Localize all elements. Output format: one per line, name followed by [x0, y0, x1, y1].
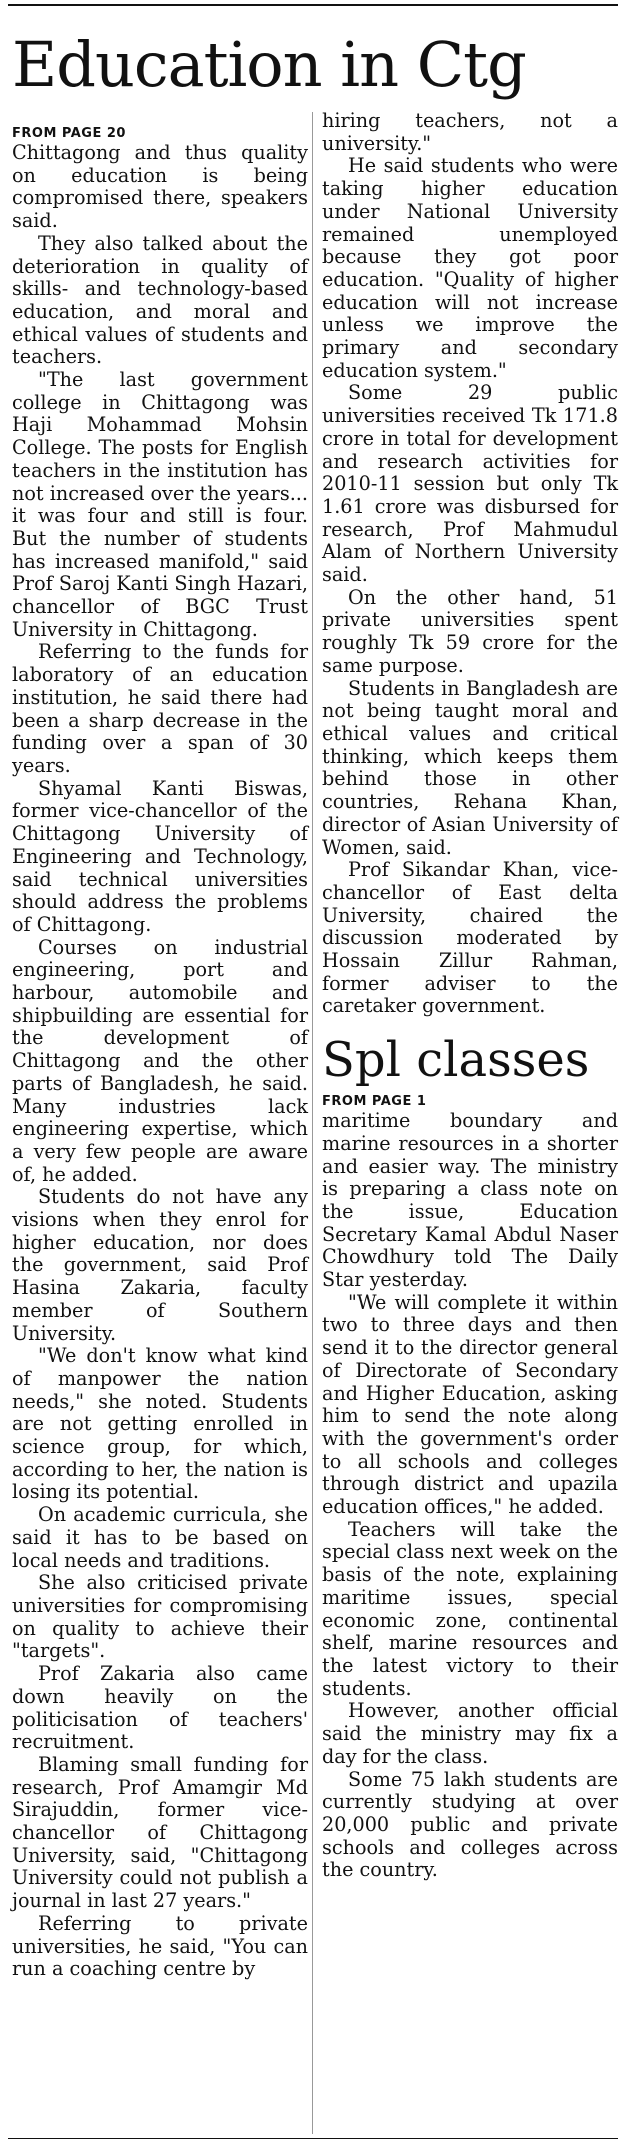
- jump-label: FROM PAGE 1: [322, 1094, 427, 1110]
- article-paragraph: Courses on industrial engineering, port and harbour, automobile and shipbuilding are essential for the development of Chittagong and the other parts of Bangladesh, he said. Many industries lack engineering expertise, which a very few people are aware of, he added.: [12, 935, 308, 1186]
- article-paragraph: However, another official said the ministry may fix a day for the class.: [322, 1699, 618, 1768]
- article-paragraph: They also talked about the deterioration in quality of skills- and technology-based education, and moral and ethical values of students and teachers.: [12, 231, 308, 369]
- article-paragraph: Students do not have any visions when they enrol for higher education, nor does the government, said Prof Hasina Zakaria, faculty member of Southern University.: [12, 1185, 308, 1345]
- article-paragraph: Prof Sikandar Khan, vice-chancellor of East delta University, chaired the discussion moderated by Hossain Zillur Rahman, former adviser to the caretaker government.: [322, 858, 618, 1018]
- bottom-rule: [8, 2138, 618, 2139]
- article-paragraph: Shyamal Kanti Biswas, former vice-chancellor of the Chittagong University of Engineering and Technology, said technical universities should address the problems of Chittagong.: [12, 776, 308, 936]
- article-paragraph: Some 29 public universities received Tk 171.8 crore in total for development and research activities for 2010-11 session but only Tk 1.61 crore was disbursed for research, Prof Mahmudul Alam of Northern University said.: [322, 381, 618, 587]
- left-column: [12, 126, 308, 1981]
- jump-label: FROM PAGE 20: [12, 126, 126, 141]
- column-divider: [312, 112, 313, 2134]
- article-paragraph: Students in Bangladesh are not being taught moral and ethical values and critical thinking, which keeps them behind those in other countries, Rehana Khan, director of Asian University of Women, said.: [322, 676, 618, 859]
- article-paragraph: Referring to private universities, he said, "You can run a coaching centre by: [12, 1911, 308, 1981]
- article-paragraph: "The last government college in Chittagong was Haji Mohammad Mohsin College. The posts for English teachers in the institution has not increased over the years... it was four and still is four. But the number of students has increased manifold," said Prof Saroj Kanti Singh Hazari, chancellor of BGC Trust University in Chittagong.: [12, 368, 309, 641]
- spl-classes-headline: Spl classes: [322, 1032, 590, 1089]
- article-paragraph: Some 75 lakh students are currently studying at over 20,000 public and private schools and colleges across the country.: [322, 1767, 618, 1882]
- article-paragraph: Prof Zakaria also came down heavily on the politicisation of teachers' recruitment.: [12, 1662, 308, 1754]
- page-headline: Education in Ctg: [12, 28, 526, 101]
- right-column: [322, 110, 618, 1882]
- article-paragraph: Referring to the funds for laboratory of an education institution, he said there had been a sharp decrease in the funding over a span of 30 years.: [12, 640, 308, 777]
- article-paragraph: She also criticised private universities for compromising on quality to achieve their "targets".: [12, 1571, 308, 1663]
- article-paragraph: Teachers will take the special class next week on the basis of the note, explaining maritime issues, special economic zone, continental shelf, marine resources and the latest victory to their students.: [322, 1517, 618, 1700]
- article-paragraph: hiring teachers, not a university.": [322, 109, 618, 155]
- article-paragraph: "We don't know what kind of manpower the nation needs," she noted. Students are not getting enrolled in science group, for which, according to her, the nation is losing its potential.: [12, 1344, 308, 1504]
- article-paragraph: maritime boundary and marine resources in a shorter and easier way. The ministry is preparing a class note on the issue, Education Secretary Kamal Abdul Naser Chowdhury told The Daily Star yesterday.: [322, 1109, 618, 1292]
- article-paragraph: On academic curricula, she said it has to be based on local needs and traditions.: [12, 1503, 308, 1572]
- article-paragraph: Blaming small funding for research, Prof Amamgir Md Sirajuddin, former vice-chancellor of Chittagong University, said, "Chittagong University could not publish a journal in last 27 years.": [12, 1752, 308, 1913]
- article-paragraph: Chittagong and thus quality on education is being compromised there, speakers said.: [12, 141, 308, 233]
- top-rule: [8, 4, 618, 6]
- article-paragraph: "We will complete it within two to three days and then send it to the director general of Directorate of Secondary and Higher Education, asking him to send the note along with the government's order to all schools and colleges through district and upazila education offices," he added.: [322, 1290, 618, 1519]
- article-paragraph: He said students who were taking higher education under National University remained unemployed because they got poor education. "Quality of higher education will not increase unless we improve the primary and secondary education system.": [322, 154, 618, 382]
- article-paragraph: On the other hand, 51 private universities spent roughly Tk 59 crore for the same purpose.: [322, 585, 618, 677]
